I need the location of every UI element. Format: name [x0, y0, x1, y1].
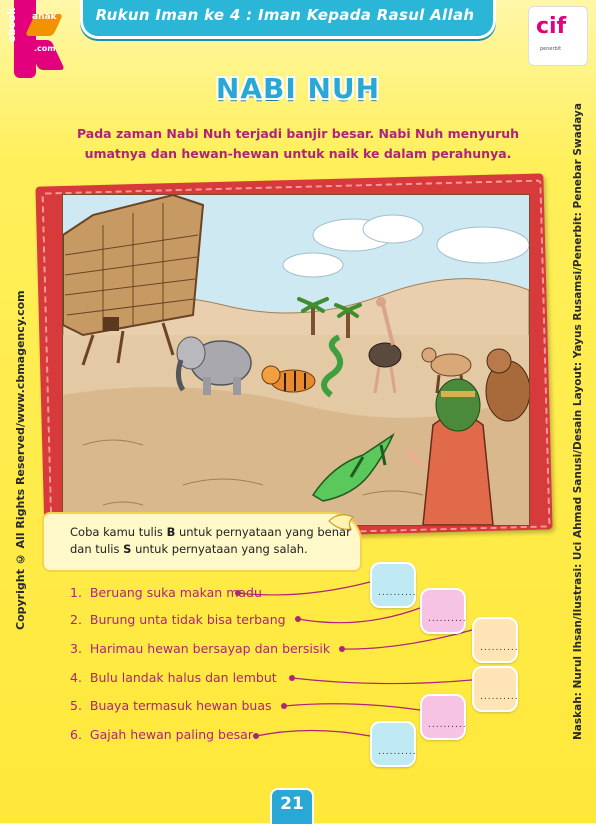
- page-number: 21: [280, 794, 304, 814]
- answer-box-6-dots: ..........: [378, 747, 417, 757]
- credits-text: Naskah: Nurul Ihsan/Ilustrasi: Uci Ahmad Sanusi/Desain Layout: Yayus Rusamsi/Penerbit: Penebar Swadaya: [572, 103, 584, 740]
- illustration-svg: [63, 195, 529, 525]
- instruction-line-2: dan tulis S untuk pernyataan yang salah.: [70, 542, 308, 556]
- answer-box-1[interactable]: [370, 562, 416, 608]
- intro-text: [60, 124, 536, 164]
- answer-box-5-dots: ..........: [428, 720, 467, 730]
- logo-com-text: .com: [34, 44, 56, 53]
- answer-box-2[interactable]: [420, 588, 466, 634]
- answer-box-4[interactable]: [472, 666, 518, 712]
- instruction-line-1: Coba kamu tulis B untuk pernyataan yang benar: [70, 525, 351, 539]
- logo-ebook-text: ebook: [7, 8, 18, 43]
- statement-3: 3. Harimau hewan bersayap dan bersisik: [70, 641, 331, 656]
- answer-box-5[interactable]: [420, 694, 466, 740]
- answer-box-3-dots: ..........: [480, 643, 519, 653]
- noah-ark-illustration: [62, 194, 530, 526]
- statement-2: 2. Burung unta tidak bisa terbang: [70, 612, 286, 627]
- cif-logo-sub: penerbit: [540, 46, 562, 52]
- intro-line-2: umatnya dan hewan-hewan untuk naik ke dalam perahunya.: [84, 146, 512, 161]
- answer-box-6[interactable]: [370, 721, 416, 767]
- statement-6: 6. Gajah hewan paling besar: [70, 727, 253, 742]
- statement-4: 4. Bulu landak halus dan lembut: [70, 670, 277, 685]
- header-title: Rukun Iman ke 4 : Iman Kepada Rasul Allah: [95, 6, 475, 24]
- intro-line-1: Pada zaman Nabi Nuh terjadi banjir besar. Nabi Nuh menyuruh: [76, 126, 520, 141]
- answer-box-1-dots: ..........: [378, 588, 417, 598]
- copyright-text: Copyright © All Rights Reserved/www.cbmagency.com: [14, 290, 27, 630]
- statement-1: 1. Beruang suka makan madu: [70, 585, 262, 600]
- statement-5: 5. Buaya termasuk hewan buas: [70, 698, 272, 713]
- cif-logo-text: cif: [536, 14, 567, 39]
- answer-box-4-dots: ..........: [480, 692, 519, 702]
- page-title: NABI NUH: [215, 72, 381, 105]
- answer-box-3[interactable]: [472, 617, 518, 663]
- answer-box-2-dots: ..........: [428, 614, 467, 624]
- logo-anak-text: anak: [32, 12, 57, 22]
